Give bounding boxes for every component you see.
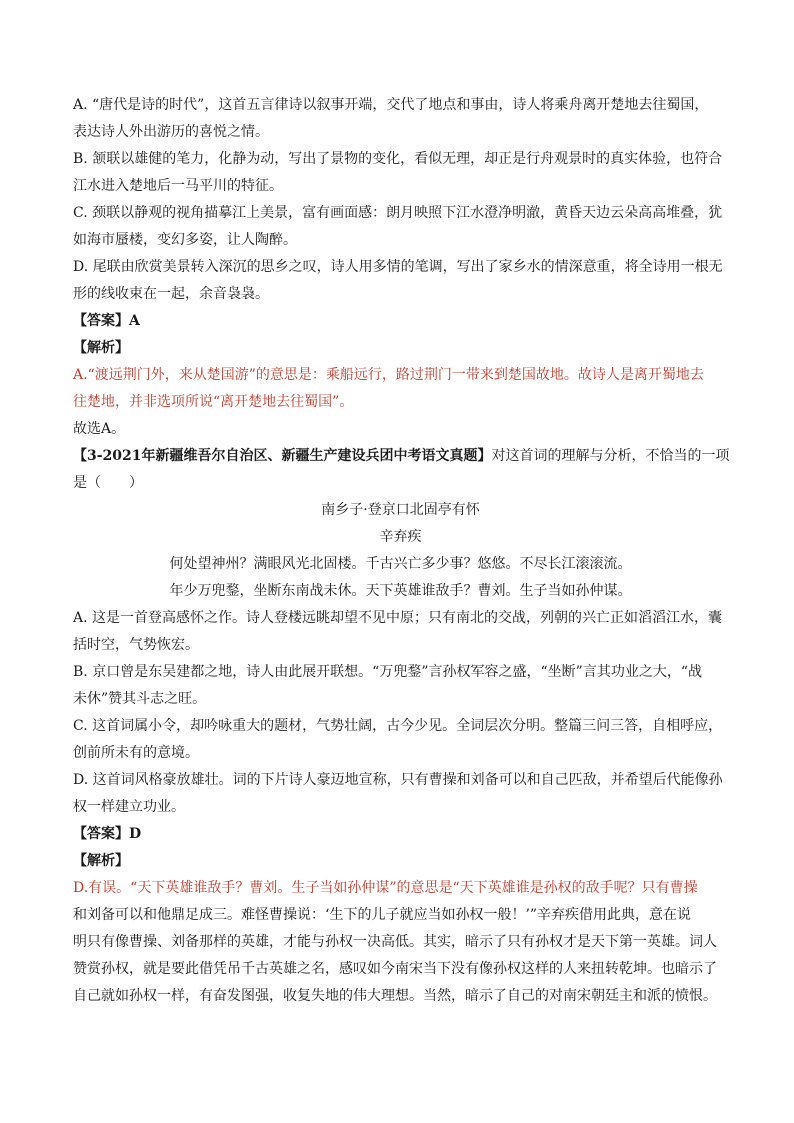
q1-option-d [73, 254, 728, 308]
q2-option-c [73, 713, 728, 767]
text-line: A.“渡远荆门外，来从楚国游”的意思是：乘船远行，路过荆门一带来到楚国故地。故诗人是离开蜀地去 [73, 367, 704, 383]
text-line: D. 尾联由欣赏美景转入深沉的思乡之叹，诗人用多情的笔调，写出了家乡水的情深意重，将全诗用一根无 [73, 259, 723, 275]
q1-conclusion: 故选A。 [73, 421, 126, 437]
q2-answer: 【答案】D [73, 826, 142, 842]
q2-stem-text: 对这首词的理解与分析，不恰当的一项 [491, 448, 730, 464]
text-line: 创前所未有的意境。 [73, 745, 199, 761]
text-line: 赞赏孙权，就是要此借凭吊千古英雄之名，感叹如今南宋当下没有像孙权这样的人来扭转乾坤。也暗示了 [73, 961, 717, 977]
text-line: 自己就如孙权一样，有奋发图强，收复失地的伟大理想。当然，暗示了自己的对南宋朝廷主和派的愤恨。 [73, 988, 717, 1004]
text-line: 和刘备可以和他鼎足成三。难怪曹操说：‘生下的儿子就应当如孙权一般！’”辛弃疾借用此典，意在说 [73, 907, 692, 923]
text-line: 往楚地，并非选项所说“离开楚地去往蜀国”。 [73, 394, 354, 410]
document-content [73, 92, 728, 1010]
q1-option-a [73, 92, 728, 146]
q2-source: 【3-2021年新疆维吾尔自治区、新疆生产建设兵团中考语文真题】 [73, 448, 492, 464]
q1-analysis [73, 362, 728, 416]
q2-stem [73, 443, 728, 497]
text-line: 如海市蜃楼，变幻多姿，让人陶醉。 [73, 232, 297, 248]
text-line: D. 这首词风格豪放雄壮。词的下片诗人豪迈地宣称，只有曹操和刘备可以和自己匹敌，并希望后代能像孙 [73, 772, 723, 788]
text-line: 括时空，气势恢宏。 [73, 637, 199, 653]
text-line: 是（ ） [73, 475, 143, 491]
text-line: A. “唐代是诗的时代”，这首五言律诗以叙事开端，交代了地点和事由，诗人将乘舟离开楚地去往蜀国， [73, 97, 709, 113]
poem [73, 497, 728, 605]
q2-analysis-label: 【解析】 [73, 853, 129, 869]
poem-line: 年少万兜鍪，坐断东南战未休。天下英雄谁敌手？曹刘。生子当如孙仲谋。 [169, 583, 632, 599]
text-line: C. 这首词属小令，却吟咏重大的题材，气势壮阔，古今少见。全词层次分明。整篇三问三答，自相呼应， [73, 718, 723, 734]
q1-analysis-label: 【解析】 [73, 340, 129, 356]
q2-option-b [73, 659, 728, 713]
text-line: 江水进入楚地后一马平川的特征。 [73, 178, 283, 194]
text-line: C. 颈联以静观的视角描摹江上美景，富有画面感：朗月映照下江水澄净明澈，黄昏天边云朵高高堆叠，犹 [73, 205, 723, 221]
text-line: D.有误。“天下英雄谁敌手？曹刘。生子当如孙仲谋”的意思是“天下英雄谁是孙权的敌手呢？只有曹操 [73, 880, 698, 896]
q2-option-d [73, 767, 728, 821]
q1-option-b [73, 146, 728, 200]
poem-title: 南乡子·登京口北固亭有怀 [321, 502, 480, 518]
text-line: 表达诗人外出游历的喜悦之情。 [73, 124, 269, 140]
poem-author: 辛弃疾 [379, 529, 422, 545]
text-line: 权一样建立功业。 [73, 799, 185, 815]
q2-option-a [73, 605, 728, 659]
text-line: B. 颔联以雄健的笔力，化静为动，写出了景物的变化，看似无理，却正是行舟观景时的真实体验，也符合 [73, 151, 723, 167]
poem-line: 何处望神州？满眼风光北固楼。千古兴亡多少事？悠悠。不尽长江滚滚流。 [169, 556, 632, 572]
text-line: 未休”赞其斗志之旺。 [73, 691, 207, 707]
q1-option-c [73, 200, 728, 254]
text-line: A. 这是一首登高感怀之作。诗人登楼远眺却望不见中原；只有南北的交战，列朝的兴亡正如滔滔江水，囊 [73, 610, 723, 626]
q1-answer: 【答案】A [73, 313, 140, 329]
text-line: 形的线收束在一起，余音袅袅。 [73, 286, 269, 302]
text-line: 明只有像曹操、刘备那样的英雄，才能与孙权一决高低。其实，暗示了只有孙权才是天下第一英雄。词人 [73, 934, 717, 950]
q2-analysis [73, 875, 728, 1010]
text-line: B. 京口曾是东吴建都之地，诗人由此展开联想。“万兜鍪”言孙权军容之盛，“坐断”言其功业之大，“战 [73, 664, 702, 680]
